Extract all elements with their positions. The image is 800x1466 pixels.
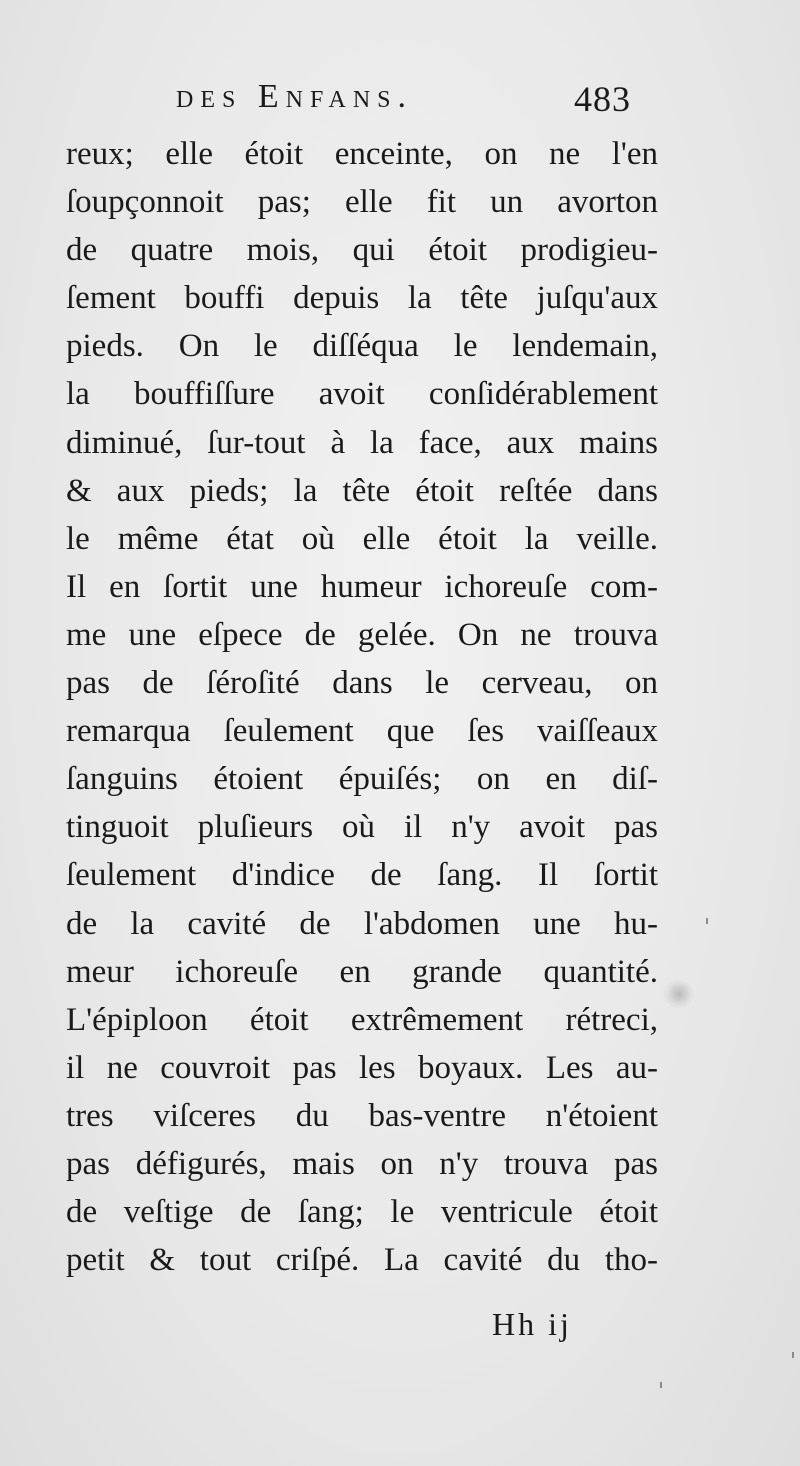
text-line: ſeulement d'indice de ſang. Il ſortit: [66, 857, 658, 894]
text-line: ſement bouffi depuis la tête juſqu'aux: [66, 280, 658, 317]
body-text: [66, 130, 658, 1284]
paper-speck: [792, 1352, 794, 1358]
text-line: L'épiploon étoit extrêmement rétreci,: [66, 1001, 658, 1038]
text-line: & aux pieds; la tête étoit reſtée dans: [66, 472, 658, 509]
text-line: pas défigurés, mais on n'y trouva pas: [66, 1145, 658, 1182]
paper-speck: [660, 1382, 662, 1388]
text-line: me une eſpece de gelée. On ne trouva: [66, 616, 658, 653]
text-line: ſanguins étoient épuiſés; on en diſ-: [66, 761, 658, 798]
page-number: 483: [574, 79, 631, 119]
text-line: de quatre mois, qui étoit prodigieu-: [66, 232, 658, 269]
text-line: pieds. On le diſſéqua le lendemain,: [66, 328, 658, 365]
text-line: reux; elle étoit enceinte, on ne l'en: [66, 136, 658, 172]
text-line: le même état où elle étoit la veille.: [66, 520, 658, 557]
text-line: tinguoit pluſieurs où il n'y avoit pas: [66, 809, 658, 846]
paper-speck: [706, 918, 708, 924]
page-header: [0, 78, 800, 128]
text-line: diminué, ſur-tout à la face, aux mains: [66, 424, 658, 461]
text-line: de la cavité de l'abdomen une hu-: [66, 905, 658, 942]
text-line: petit & tout criſpé. La cavité du tho-: [66, 1242, 658, 1279]
text-line: pas de ſéroſité dans le cerveau, on: [66, 665, 658, 702]
text-line: de veſtige de ſang; le ventricule étoit: [66, 1194, 658, 1231]
paper-stain: [664, 980, 694, 1008]
text-line: la bouffiſſure avoit conſidérablement: [66, 376, 658, 413]
text-line: Il en ſortit une humeur ichoreuſe com-: [66, 568, 658, 605]
text-line: meur ichoreuſe en grande quantité.: [66, 953, 658, 990]
signature-mark: Hh ij: [492, 1306, 572, 1342]
text-line: ſoupçonnoit pas; elle fit un avorton: [66, 184, 658, 221]
text-line: remarqua ſeulement que ſes vaiſſeaux: [66, 713, 658, 750]
running-title: des Enfans.: [176, 78, 414, 115]
text-line: il ne couvroit pas les boyaux. Les au-: [66, 1049, 658, 1086]
text-line: tres viſceres du bas-ventre n'étoient: [66, 1097, 658, 1134]
